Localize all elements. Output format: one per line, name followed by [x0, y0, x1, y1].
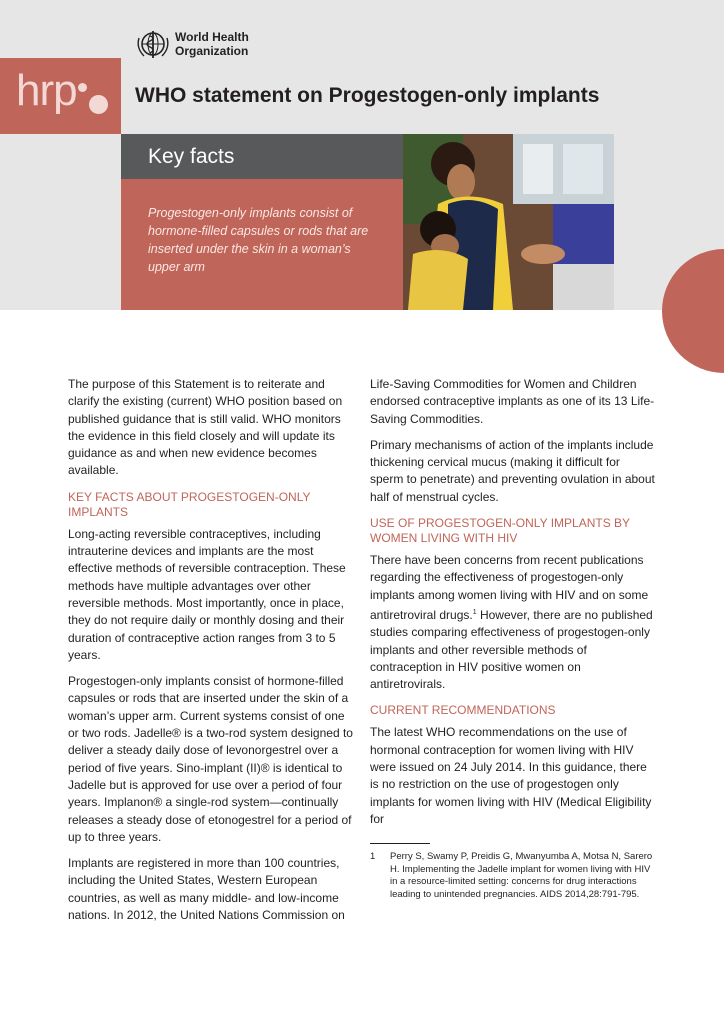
intro-paragraph: The purpose of this Statement is to reiterate and clarify the existing (current) WHO position based on published guidance that is still valid. WHO monitors the evidence in this field closely and will update its guidance as and when new evidence becomes available. [68, 377, 343, 478]
footnote-number: 1 [370, 851, 376, 863]
left-column [68, 376, 354, 933]
body-paragraph [370, 552, 656, 693]
section-heading-key-facts: KEY FACTS ABOUT PROGESTOGEN-ONLY IMPLANTS [68, 489, 311, 519]
key-facts-bar [121, 134, 403, 179]
body-paragraph: Progestogen-only implants consist of hormone-filled capsules or rods that are inserted under the skin of a woman’s upper arm. Current systems consist of one or two rods. Jadelle® is a two-rod system designed to deliver a steady daily dose of levonorgestrel over a period of five years. Sino-implant (II)® is identical to Jadelle but is approved for use over a period of four years. Implanon® a single-rod system—continually releases a steady dose of etonogestrel for a period of up to three years. [68, 674, 353, 844]
page-title: WHO statement on Progestogen-only implants [135, 84, 600, 107]
key-facts-heading: Key facts [148, 145, 235, 168]
body-paragraph: Primary mechanisms of action of the implants include thickening cervical mucus (making it difficult for sperm to penetrate) and preventing ovulation in about half of menstrual cycles. [370, 437, 655, 504]
body-paragraph: Implants are registered in more than 100 countries, including the United States, Western European countries, as well as many middle- and low-income nations. In 2012, the United Nations Commission on [68, 856, 345, 923]
key-facts-description: Progestogen-only implants consist of hormone-filled capsules or rods that are inserted under the skin in a woman’s upper arm [148, 206, 369, 274]
who-emblem-icon [135, 28, 171, 62]
footnote-divider [370, 843, 430, 844]
organization-name [175, 30, 249, 58]
org-name-line2: Organization [175, 44, 249, 58]
body-paragraph: Long-acting reversible contraceptives, including intrauterine devices and implants are the most effective methods of reversible contraception. These methods have multiple advantages over other reversible methods. Most importantly, once in place, they do not require daily or monthly dosing and their duration of contraceptive action ranges from 3 to 5 years. [68, 526, 346, 662]
footnote-text: Perry S, Swamy P, Preidis G, Mwanyumba A, Motsa N, Sarero H. Implementing the Jadelle implant for women living with HIV in a resource-limited setting: concerns for drug interactions leading to unintended pregnancies. AIDS 2014,28:791-795. [390, 851, 653, 900]
cover-photo [403, 134, 614, 310]
footnote-reference: 1 [472, 608, 477, 616]
body-paragraph: Life-Saving Commodities for Women and Children endorsed contraceptive implants as one of its 13 Life-Saving Commodities. [370, 377, 655, 426]
hrp-logo-text: hrp [16, 66, 77, 115]
key-facts-box [121, 179, 403, 310]
org-name-line1: World Health [175, 30, 249, 44]
footnote [370, 851, 656, 901]
paragraph-text: There have been concerns from recent publications regarding the effectiveness of progestogen-only implants among women living with HIV and on some antiretroviral drugs. [370, 553, 649, 622]
section-heading-hiv: USE OF PROGESTOGEN-ONLY IMPLANTS BY WOMEN LIVING WITH HIV [370, 516, 630, 546]
hrp-logo-dot [89, 95, 108, 114]
paragraph-text: However, there are no published studies comparing effectiveness of progestogen-only implants and other reversible methods of contraception in HIV positive women on antiretrovirals. [370, 607, 653, 692]
section-heading-recommendations: CURRENT RECOMMENDATIONS [370, 703, 556, 718]
right-column [370, 376, 656, 901]
hrp-logo-small-dot [78, 83, 87, 92]
hrp-logo [0, 58, 121, 134]
body-paragraph: The latest WHO recommendations on the use of hormonal contraception for women living with HIV were issued on 24 July 2014. In this guidance, there is no restriction on the use of progestogen only implants for women living with HIV (Medical Eligibility for [370, 725, 652, 826]
